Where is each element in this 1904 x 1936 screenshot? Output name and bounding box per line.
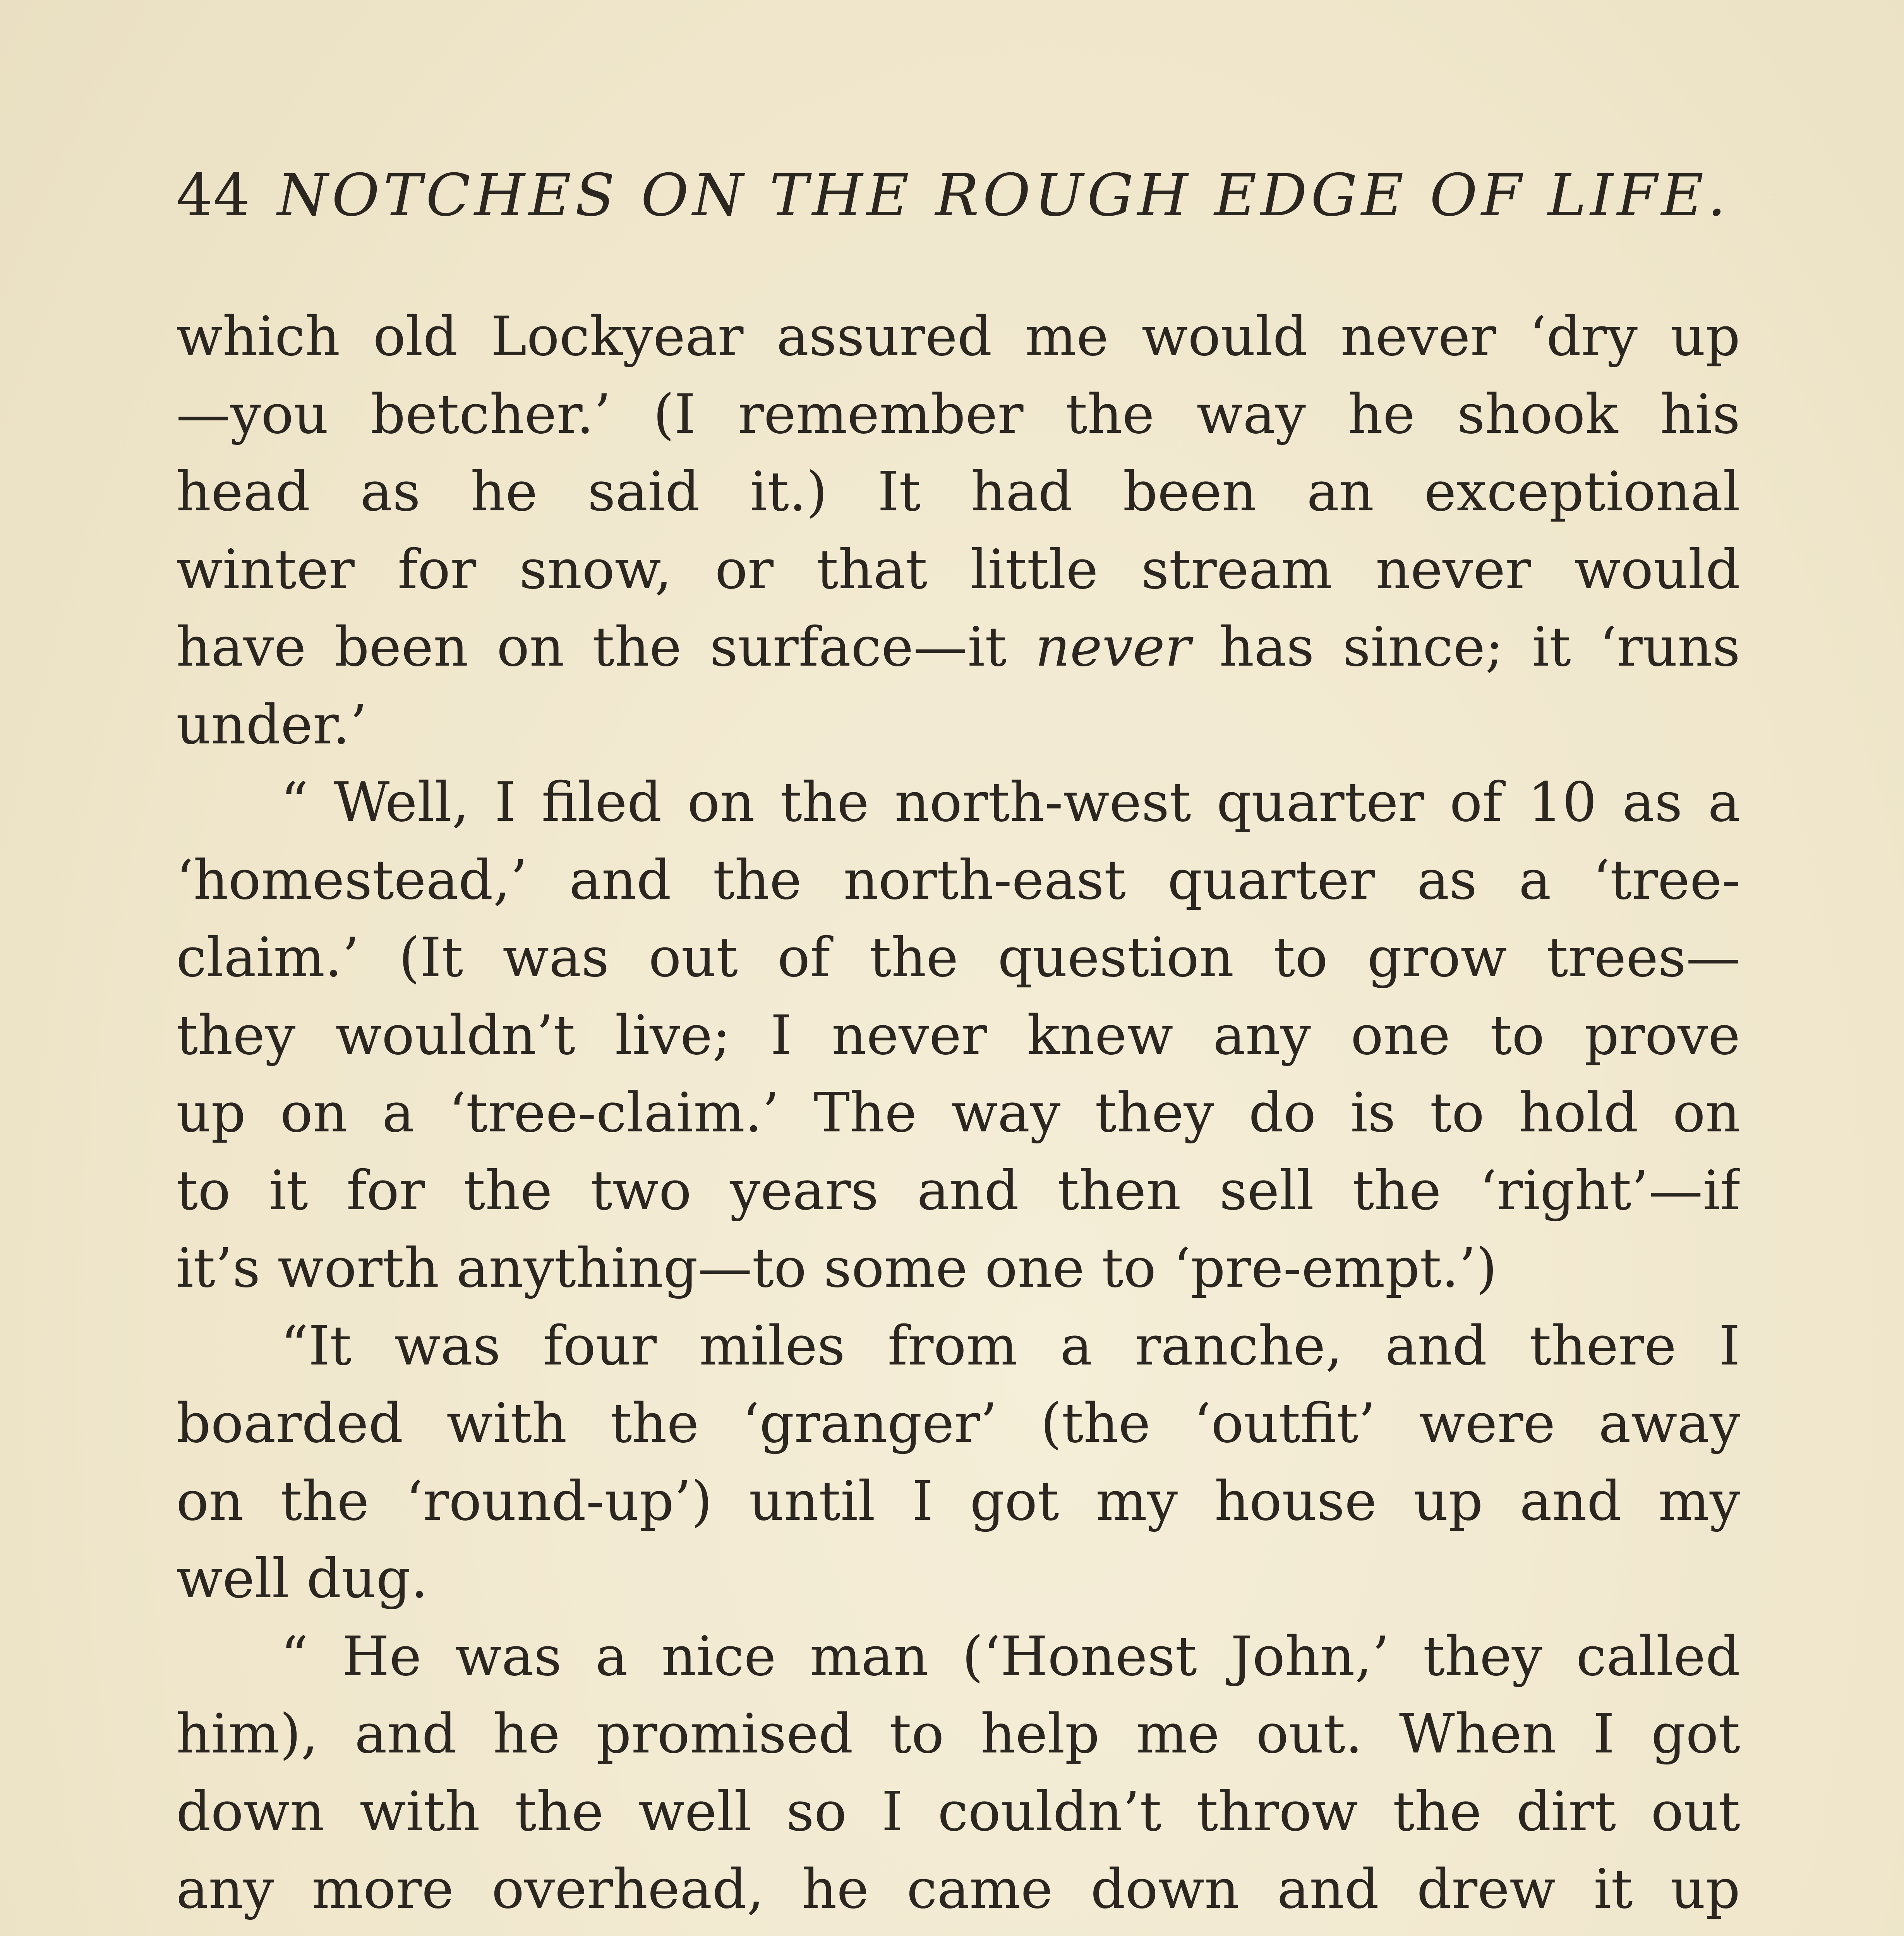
text-line: under.’ <box>176 693 367 757</box>
text-line: claim.’ (It was out of the question to grow trees— <box>176 926 1740 989</box>
text-line: —you betcher.’ (I remember the way he shook his <box>176 383 1740 446</box>
page-number: 44 <box>176 162 250 229</box>
text-line <box>176 609 1740 687</box>
running-head <box>176 157 1740 234</box>
text-line: down with the well so I couldn’t throw the dirt out <box>176 1780 1740 1843</box>
text-line: on the ‘round-up’) until I got my house up and my <box>176 1469 1740 1533</box>
text-line: “ Well, I filed on the north-west quarter of 10 as a <box>281 771 1740 834</box>
text-segment: have been on the surface—it <box>176 616 1035 679</box>
text-line: well dug. <box>176 1547 428 1610</box>
text-line: head as he said it.) It had been an exceptional <box>176 460 1740 523</box>
text-line <box>176 1929 1740 1936</box>
text-line: any more overhead, he came down and drew it up <box>176 1858 1740 1921</box>
text-line: him), and he promised to help me out. When I got <box>176 1703 1740 1766</box>
text-line: “It was four miles from a ranche, and there I <box>281 1314 1740 1378</box>
italic-word: never <box>1035 616 1191 679</box>
text-line: boarded with the ‘granger’ (the ‘outfit’ were away <box>176 1392 1740 1455</box>
text-line: which old Lockyear assured me would never ‘dry up <box>176 305 1740 368</box>
text-line: “ He was a nice man (‘Honest John,’ they called <box>281 1625 1740 1688</box>
text-line: they wouldn’t live; I never knew any one to prove <box>176 1004 1740 1067</box>
text-line: up on a ‘tree-claim.’ The way they do is to hold on <box>176 1081 1740 1145</box>
text-segment: has since; it ‘runs <box>1190 616 1740 679</box>
body-text <box>176 298 1740 1936</box>
running-title: NOTCHES ON THE ROUGH EDGE OF LIFE. <box>277 162 1730 229</box>
text-line: winter for snow, or that little stream never would <box>176 538 1740 601</box>
text-line: ‘homestead,’ and the north-east quarter as a ‘tree- <box>176 848 1740 912</box>
text-line: to it for the two years and then sell the ‘right’—if <box>176 1159 1740 1222</box>
text-line: it’s worth anything—to some one to ‘pre-empt.’) <box>176 1237 1497 1300</box>
